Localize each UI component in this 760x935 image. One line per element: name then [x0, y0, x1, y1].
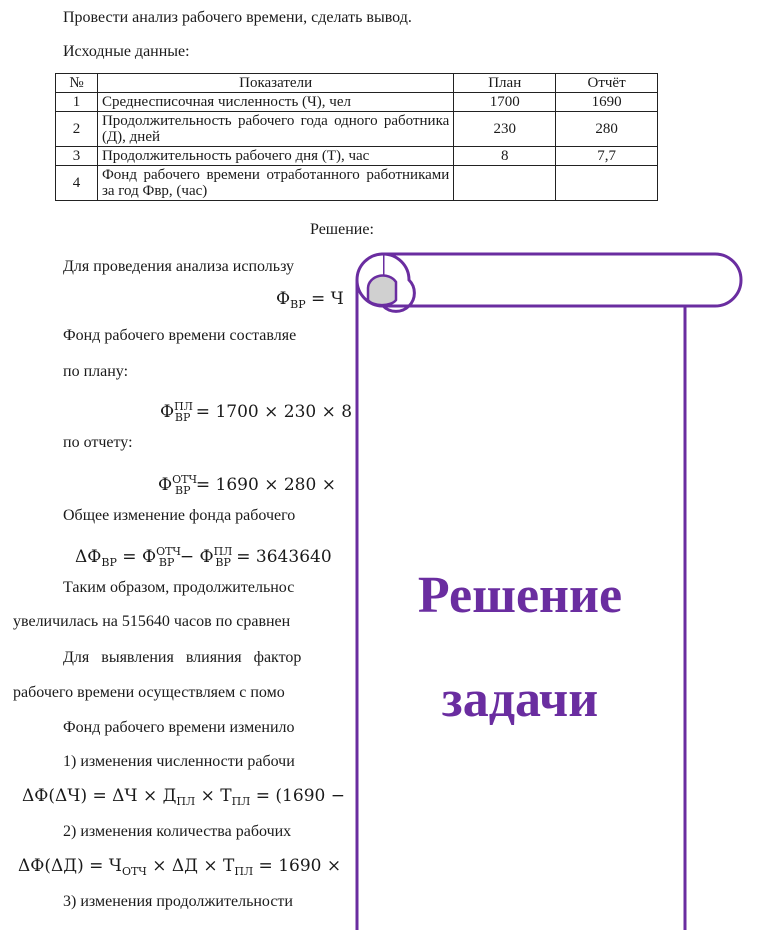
- row-report: [556, 166, 658, 201]
- row-report: 7,7: [556, 147, 658, 166]
- formula-report: $Ф^{ОТЧ}_{ВР} = 1690 \times 280$ ×: [158, 473, 336, 497]
- row-indicator: Продолжительность рабочего года одного работника (Д), дней: [97, 112, 453, 147]
- row-number: 1: [56, 93, 98, 112]
- paragraph-line: 1) изменения численности рабочи: [63, 753, 295, 770]
- paragraph-line: по плану:: [63, 363, 129, 380]
- row-number: 2: [56, 112, 98, 147]
- row-indicator: Фонд рабочего времени отработанного работниками за год Фвр, (час): [97, 166, 453, 201]
- paragraph-line: Общее изменение фонда рабочего: [63, 507, 296, 524]
- formula-plan: $Ф^{ПЛ}_{ВР} = 1700 \times 230 \times 8$: [160, 400, 353, 424]
- overlay-title-line1: Решение: [417, 567, 623, 624]
- formula-factor-days: $\Delta Ф(\Delta Д) = Ч_{ОТЧ} \times \Delta Д \times Т_{ПЛ} = 1690$ ×: [18, 856, 342, 878]
- scroll-banner: [355, 250, 745, 930]
- row-number: 4: [56, 166, 98, 201]
- header-indicator: Показатели: [97, 74, 453, 93]
- row-number: 3: [56, 147, 98, 166]
- table-row: [56, 93, 658, 112]
- paragraph-line: рабочего времени осуществляем с помо: [13, 684, 285, 701]
- paragraph-line: Для выявления влияния фактор: [63, 649, 302, 666]
- header-number: №: [56, 74, 98, 93]
- input-heading: Исходные данные:: [63, 43, 190, 60]
- row-report: 1690: [556, 93, 658, 112]
- row-indicator: Продолжительность рабочего дня (Т), час: [97, 147, 453, 166]
- overlay-title-line2: задачи: [441, 671, 599, 728]
- source-data-table: [55, 73, 658, 201]
- paragraph-line: Фонд рабочего времени изменило: [63, 719, 295, 736]
- paragraph-line: по отчету:: [63, 434, 133, 451]
- paragraph-line: Таким образом, продолжительнос: [63, 579, 295, 596]
- table-header-row: [56, 74, 658, 93]
- table-row: [56, 112, 658, 147]
- row-plan: 8: [454, 147, 556, 166]
- row-plan: 1700: [454, 93, 556, 112]
- scroll-roll: [383, 254, 741, 306]
- header-plan: План: [454, 74, 556, 93]
- task-text: Провести анализ рабочего времени, сделать вывод.: [63, 9, 412, 26]
- scroll-curl-shadow: [368, 275, 396, 305]
- formula-factor-headcount: $\Delta Ф(\Delta Ч) = \Delta Ч \times Д_{ПЛ} \times Т_{ПЛ} = (1690$ −: [22, 786, 345, 808]
- formula-fund: $Ф_{ВР} = Ч$: [276, 289, 344, 311]
- row-indicator: Среднесписочная численность (Ч), чел: [97, 93, 453, 112]
- paragraph-line: увеличилась на 515640 часов по сравнен: [13, 613, 291, 630]
- row-plan: 230: [454, 112, 556, 147]
- table-row: [56, 147, 658, 166]
- row-plan: [454, 166, 556, 201]
- row-report: 280: [556, 112, 658, 147]
- formula-change: $\Delta Ф_{ВР} = Ф^{ОТЧ}_{ВР} - Ф^{ПЛ}_{ВР} = 3643640$: [75, 545, 332, 569]
- paragraph-line: 3) изменения продолжительности: [63, 893, 293, 910]
- paragraph-line: Для проведения анализа использу: [63, 258, 295, 275]
- solution-heading: Решение:: [310, 221, 374, 238]
- paragraph-line: Фонд рабочего времени составляе: [63, 327, 297, 344]
- header-report: Отчёт: [556, 74, 658, 93]
- table-row: [56, 166, 658, 201]
- paragraph-line: 2) изменения количества рабочих: [63, 823, 292, 840]
